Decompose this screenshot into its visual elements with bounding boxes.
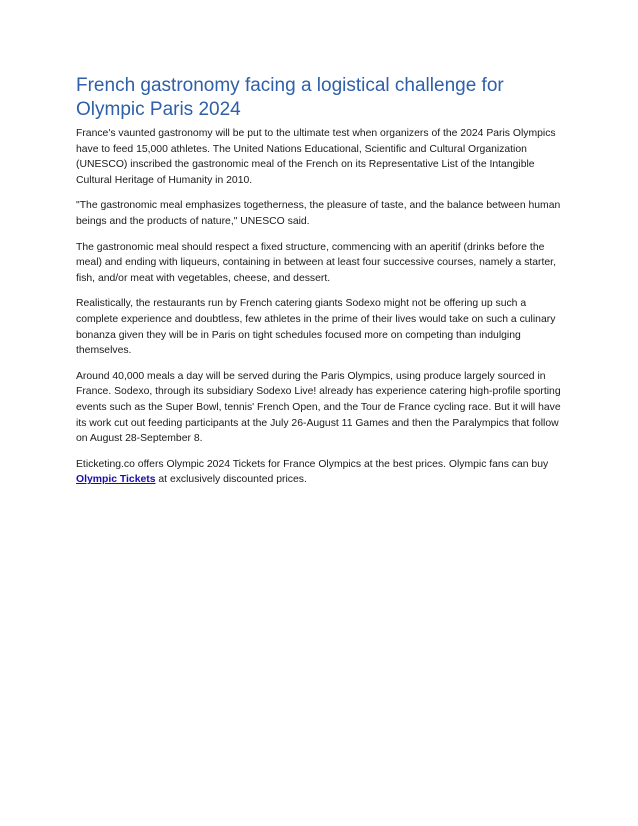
- olympic-tickets-link[interactable]: Olympic Tickets: [76, 474, 156, 486]
- document-page: [76, 74, 564, 498]
- paragraph-sodexo: Realistically, the restaurants run by French catering giants Sodexo might not be offering up such a complete experience and doubtless, few athletes in the prime of their lives would take on such a culinary bonanza given they will be in Paris on tight schedules focused more on competing than indulging themselves.: [76, 298, 556, 357]
- paragraph-intro: France's vaunted gastronomy will be put to the ultimate test when organizers of the 2024 Paris Olympics have to feed 15,000 athletes. The United Nations Educational, Scientific and Cultural Organization (UNESCO) inscribed the gastronomic meal of the French on its Representative List of the Intangible Cultural Heritage of Humanity in 2010.: [76, 128, 556, 186]
- article-title: French gastronomy facing a logistical challenge for Olympic Paris 2024: [76, 75, 504, 120]
- paragraph-closing: [76, 457, 564, 488]
- paragraph-unesco-quote: "The gastronomic meal emphasizes togetherness, the pleasure of taste, and the balance between human beings and the products of nature," UNESCO said.: [76, 200, 561, 227]
- closing-text-before: Eticketing.co offers Olympic 2024 Tickets for France Olympics at the best prices. Olympic fans can buy: [76, 458, 549, 470]
- paragraph-meals-count: Around 40,000 meals a day will be served during the Paris Olympics, using produce largely sourced in France. Sodexo, through its subsidiary Sodexo Live! already has experience catering high-profile sporting events such as the Super Bowl, tennis' French Open, and the Tour de France cycling race. But it will have its work cut out feeding participants at the July 26-August 11 Games and then the Paralympics that follow on August 28-September 8.: [76, 370, 561, 445]
- paragraph-meal-structure: The gastronomic meal should respect a fixed structure, commencing with an aperitif (drinks before the meal) and ending with liqueurs, containing in between at least four successive courses, namely a starter, fish, and/or meat with vegetables, cheese, and dessert.: [76, 241, 556, 284]
- closing-text-after: at exclusively discounted prices.: [155, 474, 307, 486]
